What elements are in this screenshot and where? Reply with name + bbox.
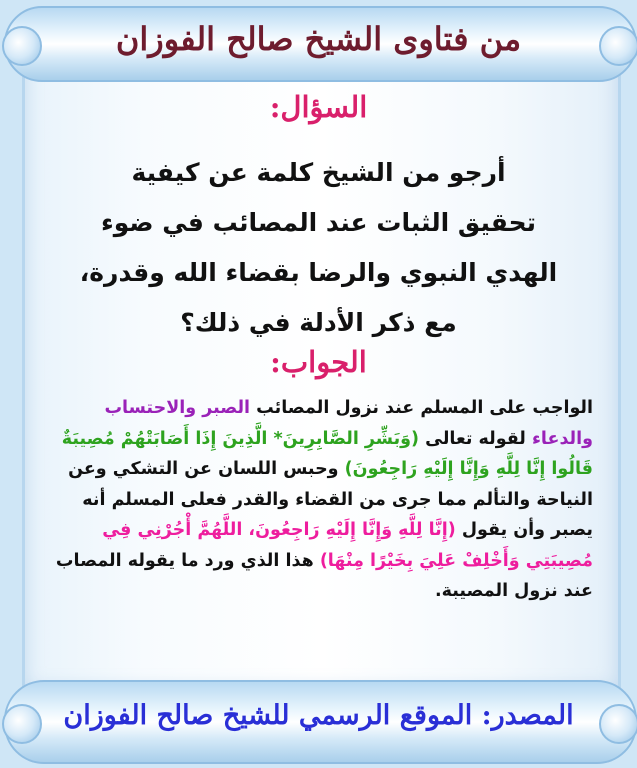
dua-text: (إِنَّا لِلَّهِ وَإِنَّا إِلَيْهِ رَاجِعُونَ، اللَّهُمَّ أْجُرْنِي فِي مُصِيبَتِي وَأَخْلِفْ عَلِيَ بِخَيْرًا مِنْهَا) [102,520,593,571]
question-line: الهدي النبوي والرضا بقضاء الله وقدرة، [79,258,558,287]
source-footer: المصدر: الموقع الرسمي للشيخ صالح الفوزان [63,700,574,731]
question-line: أرجو من الشيخ كلمة عن كيفية [131,158,506,187]
answer-part: وحبس اللسان عن التشكي وعن النياحة والتألم مما جرى من القضاء والقدر فعلى المسلم أنه يصبر وأن يقول [68,459,593,540]
question-line: مع ذكر الأدلة في ذلك؟ [180,308,457,337]
scroll-cap-right [599,26,637,66]
quran-verse: (وَبَشِّرِ الصَّابِرِينَ* الَّذِينَ إِذَا أَصَابَتْهُمْ مُصِيبَةٌ قَالُوا إِنَّا لِلَّهِ وَإِنَّا إِلَيْهِ رَاجِعُونَ) [61,428,593,479]
question-line: تحقيق الثبات عند المصائب في ضوء [100,208,537,237]
answer-heading: الجواب: [270,345,367,379]
answer-highlight: الصبر والاحتساب والدعاء [104,398,593,449]
answer-part: هذا الذي ورد ما يقوله المصاب عند نزول المصيبة. [55,550,593,601]
answer-part: الواجب على المسلم عند نزول المصائب [250,398,593,418]
question-heading: السؤال: [269,90,368,124]
answer-part: لقوله تعالى [419,428,532,449]
scroll-cap-left [2,26,42,66]
page-title: من فتاوى الشيخ صالح الفوزان [115,20,522,58]
answer-text [44,393,593,607]
question-text [40,148,597,348]
